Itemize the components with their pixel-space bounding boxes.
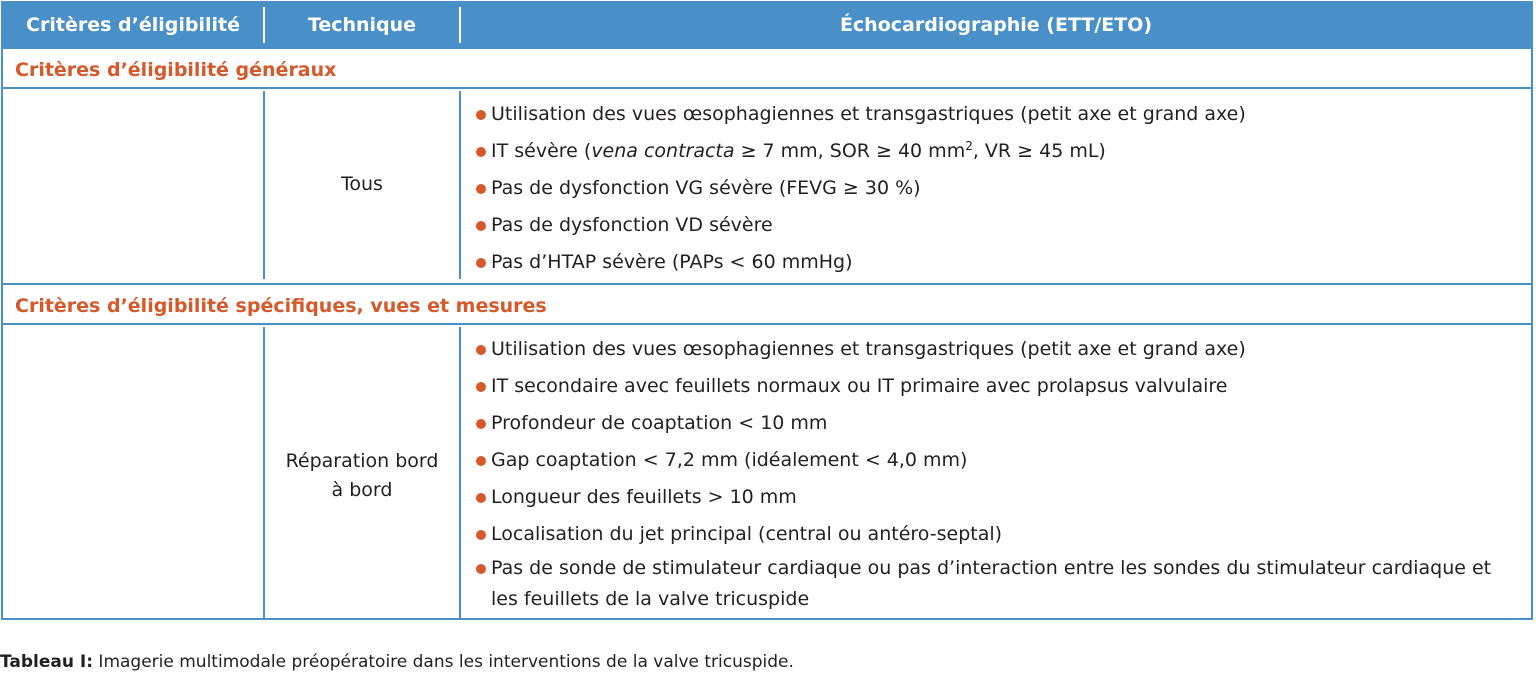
table-caption [0,652,794,672]
list-item: Pas de dysfonction VG sévère (FEVG ≥ 30 %) [475,170,1246,207]
list-item: Utilisation des vues œsophagiennes et transgastriques (petit axe et grand axe) [475,96,1246,133]
bullet-icon [476,147,486,157]
technique-line: à bord [331,479,393,501]
caption-label: Tableau I: [0,652,94,672]
list-item: Pas de dysfonction VD sévère [475,207,1246,244]
header-technique: Technique [307,14,417,36]
bullet-icon [476,110,486,120]
list-item: Utilisation des vues œsophagiennes et transgastriques (petit axe et grand axe) [475,331,1501,368]
technique-line: Réparation bord [285,450,439,472]
criteria-table [1,1,1533,620]
list-item: IT sévère (vena contracta ≥ 7 mm, SOR ≥ 40 $mm^2$, VR ≥ 45 mL) [475,133,1246,170]
list-item: Pas de sonde de stimulateur cardiaque ou pas d’interaction entre les sondes du stimulateur cardiaque et les feuillets de la valve tricuspide [475,553,1501,615]
section-title: Critères d’éligibilité généraux [3,47,1531,89]
list-item: Profondeur de coaptation < 10 mm [475,405,1501,442]
bullet-icon [476,564,486,574]
criteria-list [475,331,1501,615]
technique-line: Tous [341,173,383,195]
table-header [3,3,1531,47]
criteria-list [475,96,1246,281]
list-item: IT secondaire avec feuillets normaux ou IT primaire avec prolapsus valvulaire [475,368,1501,405]
bullet-icon [476,184,486,194]
section-title: Critères d’éligibilité spécifiques, vues et mesures [3,283,1531,325]
bullet-icon [476,258,486,268]
bullet-icon [476,530,486,540]
header-echo: Échocardiographie (ETT/ETO) [839,14,1153,36]
bullet-icon [476,221,486,231]
bullet-icon [476,345,486,355]
bullet-icon [476,456,486,466]
bullet-icon [476,382,486,392]
technique-cell [263,170,461,199]
technique-cell [263,447,461,505]
list-item: Localisation du jet principal (central ou antéro-septal) [475,516,1501,553]
list-item: Gap coaptation < 7,2 mm (idéalement < 4,0 mm) [475,442,1501,479]
caption-text: Imagerie multimodale préopératoire dans les interventions de la valve tricuspide. [93,652,794,672]
header-criteria: Critères d’éligibilité [26,14,240,36]
bullet-icon [476,493,486,503]
bullet-icon [476,419,486,429]
list-item: Longueur des feuillets > 10 mm [475,479,1501,516]
list-item: Pas d’HTAP sévère (PAPs < 60 mmHg) [475,244,1246,281]
